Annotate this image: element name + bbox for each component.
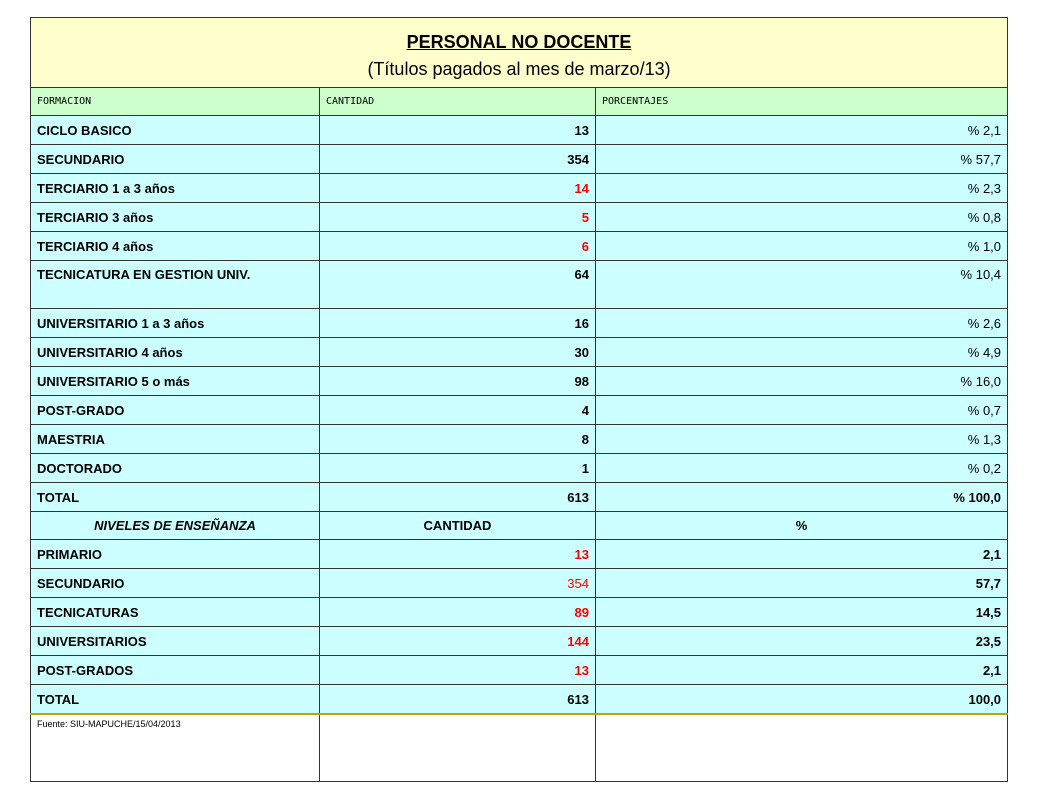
table-row <box>31 396 1008 425</box>
table-row <box>31 627 1008 656</box>
report-frame <box>30 17 1007 782</box>
table1-total-row <box>31 483 1008 512</box>
table-row <box>31 116 1008 145</box>
row-label: TOTAL <box>31 483 320 512</box>
row-qty: 613 <box>320 685 596 715</box>
row-pct: % 0,8 <box>596 203 1008 232</box>
row-pct: % 1,3 <box>596 425 1008 454</box>
row-pct: 57,7 <box>596 569 1008 598</box>
table-row <box>31 203 1008 232</box>
footer-empty-cell <box>596 714 1008 782</box>
row-qty: 354 <box>320 569 596 598</box>
table-row <box>31 338 1008 367</box>
row-qty: 64 <box>320 261 596 309</box>
row-pct: % 2,3 <box>596 174 1008 203</box>
table-row <box>31 454 1008 483</box>
row-pct: % 1,0 <box>596 232 1008 261</box>
row-label: POST-GRADO <box>31 396 320 425</box>
row-pct: % 2,6 <box>596 309 1008 338</box>
row-qty: 98 <box>320 367 596 396</box>
row-qty: 13 <box>320 116 596 145</box>
report-table <box>30 17 1008 782</box>
table-row <box>31 232 1008 261</box>
page-title: PERSONAL NO DOCENTE <box>406 32 632 52</box>
row-qty: 6 <box>320 232 596 261</box>
row-pct: % 16,0 <box>596 367 1008 396</box>
header-percent: % <box>596 512 1008 540</box>
footer-row <box>31 714 1008 782</box>
header-porcentajes: PORCENTAJES <box>596 88 1008 116</box>
table-row <box>31 367 1008 396</box>
table-row <box>31 145 1008 174</box>
row-qty: 30 <box>320 338 596 367</box>
row-pct: % 0,7 <box>596 396 1008 425</box>
row-label: UNIVERSITARIOS <box>31 627 320 656</box>
row-pct: % 4,9 <box>596 338 1008 367</box>
row-pct: 2,1 <box>596 656 1008 685</box>
row-qty: 14 <box>320 174 596 203</box>
table-row <box>31 425 1008 454</box>
row-qty: 13 <box>320 656 596 685</box>
row-qty: 354 <box>320 145 596 174</box>
row-label: TOTAL <box>31 685 320 715</box>
row-pct: % 57,7 <box>596 145 1008 174</box>
table-row <box>31 656 1008 685</box>
row-qty: 144 <box>320 627 596 656</box>
row-qty: 1 <box>320 454 596 483</box>
title-block <box>31 18 1008 88</box>
row-qty: 5 <box>320 203 596 232</box>
row-label: UNIVERSITARIO 4 años <box>31 338 320 367</box>
footer-empty-cell <box>320 714 596 782</box>
row-label: TECNICATURAS <box>31 598 320 627</box>
row-label: MAESTRIA <box>31 425 320 454</box>
table2-total-row <box>31 685 1008 715</box>
row-qty: 8 <box>320 425 596 454</box>
row-label: PRIMARIO <box>31 540 320 569</box>
row-pct: % 2,1 <box>596 116 1008 145</box>
row-qty: 16 <box>320 309 596 338</box>
row-pct: % 100,0 <box>596 483 1008 512</box>
row-label: SECUNDARIO <box>31 569 320 598</box>
row-pct: 2,1 <box>596 540 1008 569</box>
row-label: UNIVERSITARIO 1 a 3 años <box>31 309 320 338</box>
source-note: Fuente: SIU-MAPUCHE/15/04/2013 <box>31 714 320 782</box>
row-label: SECUNDARIO <box>31 145 320 174</box>
table-row <box>31 174 1008 203</box>
header-formacion: FORMACION <box>31 88 320 116</box>
table-row <box>31 598 1008 627</box>
table-row <box>31 309 1008 338</box>
row-label: TERCIARIO 1 a 3 años <box>31 174 320 203</box>
header-cantidad: CANTIDAD <box>320 88 596 116</box>
row-label: TERCIARIO 3 años <box>31 203 320 232</box>
table2-header-row <box>31 512 1008 540</box>
row-label: TECNICATURA EN GESTION UNIV. <box>31 261 320 309</box>
row-pct: 100,0 <box>596 685 1008 715</box>
page-subtitle: (Títulos pagados al mes de marzo/13) <box>367 59 671 79</box>
row-qty: 89 <box>320 598 596 627</box>
table-row <box>31 569 1008 598</box>
row-label: DOCTORADO <box>31 454 320 483</box>
row-pct: 23,5 <box>596 627 1008 656</box>
row-label: UNIVERSITARIO 5 o más <box>31 367 320 396</box>
table-row <box>31 540 1008 569</box>
row-pct: % 10,4 <box>596 261 1008 309</box>
row-pct: 14,5 <box>596 598 1008 627</box>
row-label: CICLO BASICO <box>31 116 320 145</box>
row-label: TERCIARIO 4 años <box>31 232 320 261</box>
table1-header-row <box>31 88 1008 116</box>
table-row <box>31 261 1008 309</box>
row-qty: 4 <box>320 396 596 425</box>
row-label: POST-GRADOS <box>31 656 320 685</box>
row-pct: % 0,2 <box>596 454 1008 483</box>
row-qty: 13 <box>320 540 596 569</box>
header-niveles: NIVELES DE ENSEÑANZA <box>31 512 320 540</box>
header-cantidad-2: CANTIDAD <box>320 512 596 540</box>
row-qty: 613 <box>320 483 596 512</box>
